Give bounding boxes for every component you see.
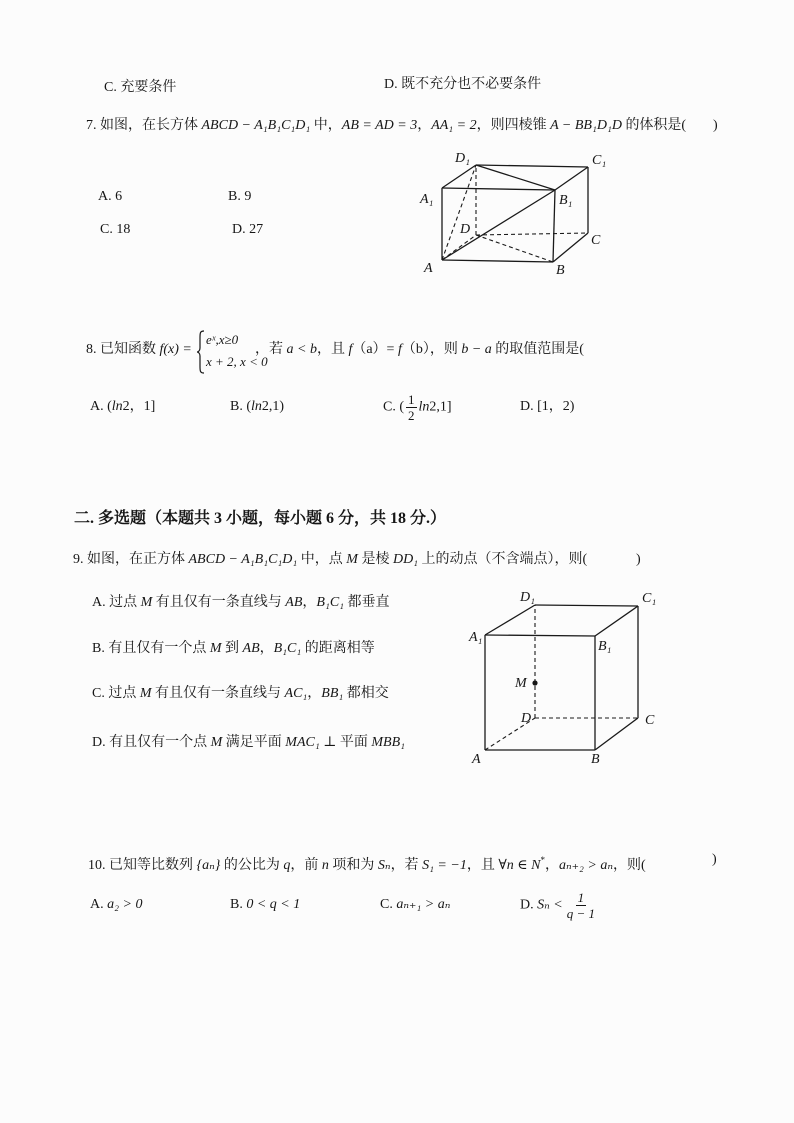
edge-d1-a1 <box>442 165 476 188</box>
text-run: 9. 如图，在正方体 <box>73 552 189 567</box>
text-run: 的公比为 <box>220 858 284 873</box>
text-run: B. ( <box>230 399 251 414</box>
hidden-diagonal-a-d1 <box>442 165 476 260</box>
text-run: 满足平面 <box>222 735 286 750</box>
text-run: C. <box>380 897 397 912</box>
math-term: ABCD − A₁B₁C₁D₁ <box>201 118 311 133</box>
hidden-diagonal-d-b <box>476 235 553 262</box>
vertex-label-a: A <box>472 752 481 767</box>
text-run: 到 <box>221 641 243 656</box>
superscript: * <box>540 855 545 865</box>
math-term: f(x) = <box>159 342 192 357</box>
math-term: AA₁ = 2 <box>431 118 477 133</box>
point-label-m: M <box>515 676 527 691</box>
q6-option-c <box>104 80 176 96</box>
vertex-label-c1: C₁ <box>592 153 607 168</box>
diagonal-a-b1 <box>442 190 555 260</box>
text-run: （b），则 <box>401 342 462 357</box>
math-term: Sₙ < <box>537 897 563 913</box>
text-run: 上的动点（不含端点），则( <box>418 552 588 567</box>
math-term: ln <box>251 399 262 414</box>
text-run: 的体积是( <box>621 118 687 133</box>
q7-answer-paren-close: ) <box>713 118 718 133</box>
text-run: 二. 多选题（本题共 3 小题，每小题 6 分，共 18 分.） <box>74 510 447 527</box>
text-run: A. <box>90 897 108 912</box>
text-run: D. 既不充分也不必要条件 <box>384 77 542 92</box>
q9-option-c <box>92 686 389 702</box>
q8-stem-lead <box>86 342 192 358</box>
vertex-label-b1: B₁ <box>598 639 612 654</box>
q9-stem <box>73 552 587 568</box>
edge-b-c <box>595 718 638 750</box>
fraction <box>406 392 417 423</box>
edge-c1-d1 <box>476 165 588 167</box>
math-term: 0 < q < 1 <box>246 897 301 912</box>
text-run: ，且 <box>466 858 499 873</box>
q9-option-d <box>92 735 405 751</box>
edge-b-c <box>553 233 588 262</box>
math-term: ln <box>418 399 430 415</box>
math-term: aₙ₊₂ > aₙ <box>558 858 614 873</box>
vertex-label-b: B <box>591 752 600 767</box>
math-term: A − BB₁D₁D <box>550 118 622 133</box>
math-term: AB = AD = 3 <box>341 118 418 133</box>
math-term: BB₁ <box>321 686 344 701</box>
math-term: DD₁ <box>392 552 419 567</box>
math-term: AB <box>285 595 303 610</box>
edge-a1-b1 <box>485 635 595 636</box>
q10-option-d <box>520 890 599 921</box>
math-term: B₁C₁ <box>273 641 302 656</box>
diagonal-d1-b1 <box>476 165 555 190</box>
q8-option-b <box>230 399 284 415</box>
text-run: ，则( <box>613 858 646 873</box>
text-run: D. 有且仅有一个点 <box>92 735 211 750</box>
text-run: ， <box>259 641 274 656</box>
q10-stem <box>88 852 646 874</box>
q6-option-d <box>384 77 541 93</box>
text-run: 有且仅有一条直线与 <box>151 686 285 701</box>
q10-answer-paren-close: ) <box>712 852 717 867</box>
q7-option-b <box>228 189 251 205</box>
text-run: ， <box>302 595 317 610</box>
math-term: {aₙ} <box>196 858 221 873</box>
q7-option-a <box>98 189 122 205</box>
text-run: 2，1] <box>122 399 156 414</box>
q9-option-b <box>92 641 375 657</box>
text-run: ⊥ 平面 <box>319 735 372 750</box>
math-term: n <box>321 858 329 873</box>
text-run: 的取值范围是( <box>491 342 584 357</box>
math-term: a < b <box>286 342 317 357</box>
text-run: 2,1] <box>429 399 452 415</box>
fraction-denominator: 2 <box>408 408 415 423</box>
math-term: MBB₁ <box>371 735 406 750</box>
edge-b1-c1 <box>595 606 638 636</box>
math-term: S₁ = −1 <box>422 858 467 873</box>
math-term: b − a <box>461 342 492 357</box>
text-run: D. <box>520 897 538 913</box>
edge-a-b <box>442 260 553 262</box>
fraction-denominator: q − 1 <box>566 906 596 921</box>
q10-option-b <box>230 897 300 913</box>
q8-option-c <box>383 392 452 423</box>
text-run: ，且 <box>316 342 349 357</box>
text-run: ，若 <box>255 342 287 357</box>
math-term: f <box>397 342 402 357</box>
vertex-label-d1: D₁ <box>455 151 470 166</box>
text-run: ，前 <box>290 858 322 873</box>
text-run: 8. 已知函数 <box>86 342 160 357</box>
vertex-label-d: D <box>521 711 532 726</box>
text-run: ，若 <box>390 858 423 873</box>
text-run: B. <box>230 897 247 912</box>
text-run: D. [1，2) <box>520 399 575 414</box>
math-term: M <box>209 641 222 656</box>
q8-piecewise-case-1 <box>206 332 238 347</box>
vertex-label-a1: A₁ <box>420 192 434 207</box>
text-run: A. ( <box>90 399 112 414</box>
q8-stem-tail <box>255 342 584 358</box>
math-term: AC₁ <box>284 686 308 701</box>
text-run: 项和为 <box>328 858 378 873</box>
fraction-numerator: 1 <box>408 392 415 407</box>
math-term: f <box>348 342 353 357</box>
edge-b1-c1 <box>555 167 588 190</box>
vertex-label-c1: C₁ <box>642 591 657 606</box>
text-run: 10. 已知等比数列 <box>88 858 197 873</box>
text-run: A. 过点 <box>92 595 141 610</box>
math-term: MAC₁ <box>285 735 320 750</box>
text-run: C. 充要条件 <box>104 80 177 95</box>
q10-option-c <box>380 897 450 913</box>
math-term: Sₙ <box>377 858 391 873</box>
text-run: 都相交 <box>343 686 389 701</box>
q9-option-a <box>92 595 390 611</box>
fraction-numerator: 1 <box>577 890 585 905</box>
edge-d1-a1 <box>485 605 535 635</box>
text-run: 都垂直 <box>344 595 390 610</box>
text-run: ， <box>544 858 559 873</box>
vertex-label-c: C <box>645 713 655 728</box>
math-term: q <box>283 858 291 873</box>
math-term: M <box>210 735 223 750</box>
text-run: 2,1) <box>261 399 285 414</box>
fraction <box>565 890 597 921</box>
point-m-dot <box>532 680 537 685</box>
q9-cube-figure <box>465 585 665 770</box>
text-run: ， <box>417 118 432 133</box>
vertex-label-c: C <box>591 233 601 248</box>
text-run: B. 9 <box>228 189 252 204</box>
q7-option-d <box>232 222 263 238</box>
q10-option-a <box>90 897 142 913</box>
math-term: M <box>346 552 358 567</box>
section-heading-multiple-choice <box>74 511 446 527</box>
text-run: A. 6 <box>98 189 123 204</box>
edge-b1-b <box>553 190 555 262</box>
text-run: （a）= <box>352 342 398 357</box>
q8-option-a <box>90 399 155 415</box>
text-run: D. 27 <box>232 222 264 237</box>
math-term: ln <box>111 399 123 414</box>
text-run: 中，点 <box>297 552 347 567</box>
math-term: x + 2, x < 0 <box>206 354 268 369</box>
vertex-label-b1: B₁ <box>559 193 573 208</box>
text-run: C. 过点 <box>92 686 140 701</box>
text-run: B. 有且仅有一个点 <box>92 641 210 656</box>
text-run: 是棱 <box>357 552 393 567</box>
math-term: ∀n ∈ N <box>498 858 541 873</box>
vertex-label-b: B <box>556 263 565 278</box>
text-run: 7. 如图，在长方体 <box>86 118 202 133</box>
text-run: ， <box>307 686 322 701</box>
text-run: C. ( <box>383 399 404 415</box>
vertex-label-a: A <box>424 261 433 276</box>
hidden-edge-d-c <box>476 233 588 235</box>
math-term: eˣ,x≥0 <box>206 332 239 347</box>
math-term: M <box>140 595 153 610</box>
q7-stem <box>86 118 686 134</box>
vertex-label-d: D <box>460 222 471 237</box>
text-run: 中， <box>310 118 342 133</box>
text-run: 有且仅有一条直线与 <box>152 595 286 610</box>
math-term: B₁C₁ <box>316 595 345 610</box>
math-term: ABCD − A₁B₁C₁D₁ <box>188 552 298 567</box>
q9-answer-paren-close: ) <box>636 552 641 567</box>
left-brace-icon <box>196 330 206 374</box>
vertex-label-d1: D₁ <box>520 590 535 605</box>
q7-cuboid-figure <box>410 140 610 285</box>
text-run: ，则四棱锥 <box>476 118 551 133</box>
math-term: a₂ > 0 <box>107 897 143 912</box>
math-term: M <box>139 686 152 701</box>
text-run: 的距离相等 <box>301 641 375 656</box>
q8-option-d <box>520 399 574 415</box>
text-run: C. 18 <box>100 222 131 237</box>
edge-c1-d1 <box>535 605 638 606</box>
q7-option-c <box>100 222 130 238</box>
math-term: AB <box>242 641 260 656</box>
vertex-label-a1: A₁ <box>469 630 483 645</box>
edge-a1-b1 <box>442 188 555 190</box>
math-term: aₙ₊₁ > aₙ <box>396 897 451 912</box>
